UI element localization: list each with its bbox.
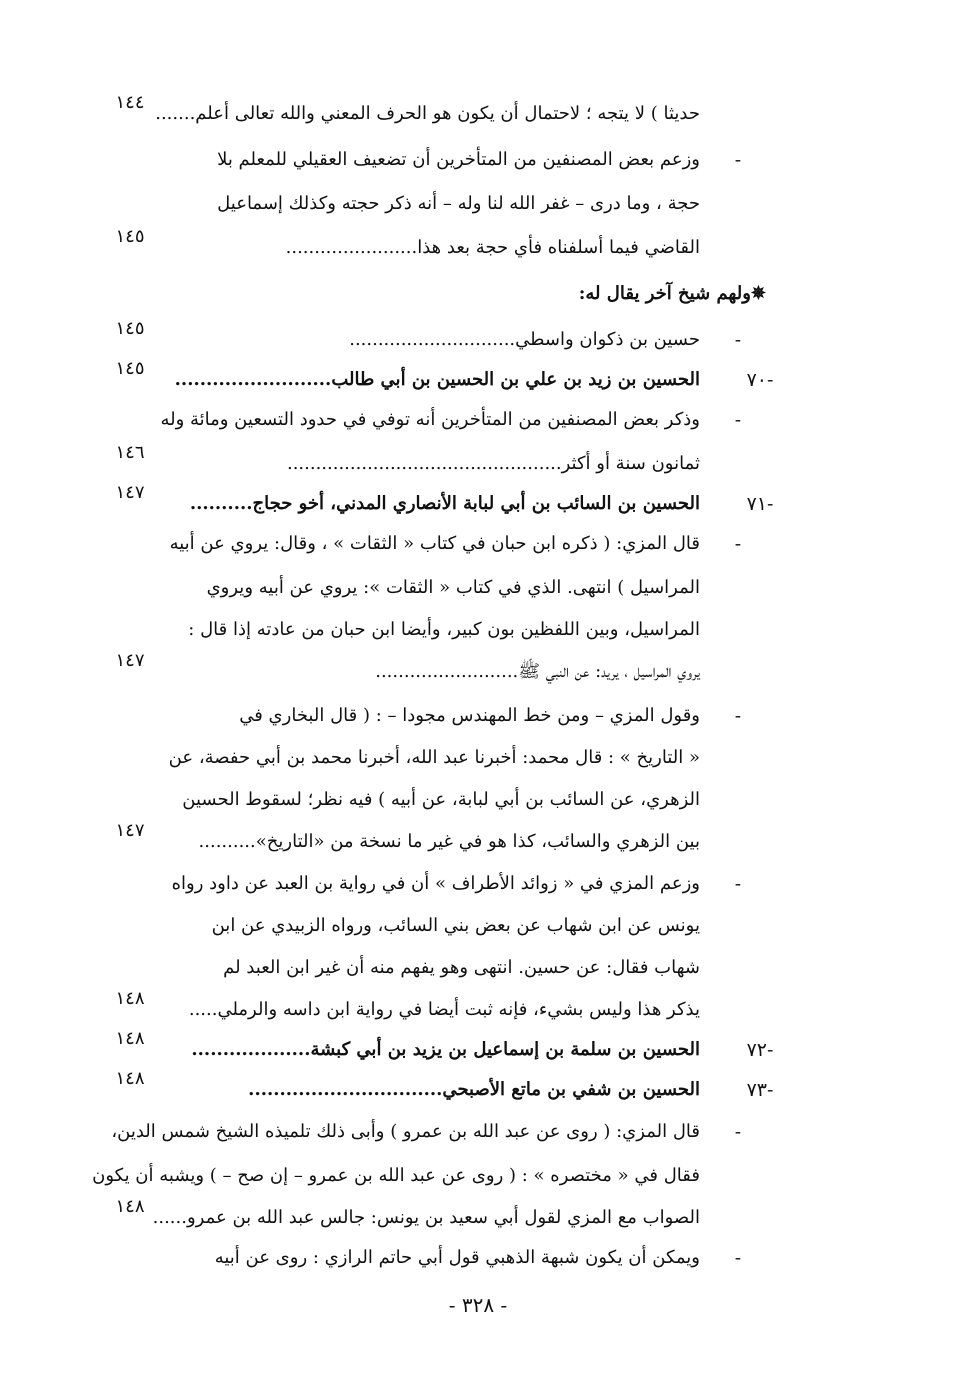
page-reference: ١٤٥ [115, 318, 145, 339]
page-reference: ١٤٧ [115, 650, 145, 671]
text-line [0, 908, 956, 944]
page-number: - ٣٢٨ - [448, 1293, 508, 1317]
text-line [0, 92, 956, 132]
entry-text: « التاريخ » : قال محمد: أخبرنا عبد الله، أخبرنا محمد بن أبي حفصة، عن [168, 747, 700, 768]
entry-text: حجة ، وما درى – غفر الله لنا وله – أنه ذكر حجته وكذلك إسماعيل [217, 193, 700, 214]
section-heading: ✵ولهم شيخ آخر يقال له: [578, 283, 766, 304]
text-line [0, 570, 956, 606]
entry-text: يروي المراسيل ، يريد: عن النبي ﷺ......................... [375, 661, 700, 682]
line-marker: - [734, 873, 742, 895]
entry-text: القاضي فيما أسلفناه فأي حجة بعد هذا....................... [285, 237, 700, 258]
text-line [0, 612, 956, 648]
text-line [0, 1196, 956, 1236]
entry-text: شهاب فقال: عن حسين. انتهى وهو يفهم منه أن غير ابن العبد لم [223, 957, 700, 978]
text-line [0, 950, 956, 986]
line-marker: - [734, 149, 742, 171]
entry-text: وزعم بعض المصنفين من المتأخرين أن تضعيف العقيلي للمعلم بلا [217, 149, 700, 170]
text-line [0, 1028, 956, 1068]
entry-text: حسين بن ذكوان واسطي............................. [349, 329, 700, 350]
entry-text: فقال في « مختصره » : ( روى عن عبد الله بن عمرو – إن صح – ) ويشبه أن يكون [92, 1165, 700, 1186]
entry-text: حديثا ) لا يتجه ؛ لاحتمال أن يكون هو الحرف المعني والله تعالى أعلم....... [155, 103, 700, 124]
text-line [0, 866, 956, 902]
line-marker: ٧١- [746, 493, 774, 515]
entry-text: وزعم المزي في « زوائد الأطراف » أن في رواية بن العبد عن داود رواه [171, 873, 700, 894]
entry-text: قال المزي: ( روى عن عبد الله بن عمرو ) وأبى ذلك تلميذه الشيخ شمس الدين، [111, 1121, 700, 1142]
page-reference: ١٤٥ [115, 358, 145, 379]
entry-text: الزهري، عن السائب بن أبي لبابة، عن أبيه ) فيه نظر؛ لسقوط الحسين [182, 789, 700, 810]
entry-title: الحسين بن سلمة بن إسماعيل بن يزيد بن أبي كبشة................... [191, 1039, 700, 1060]
text-line [0, 740, 956, 776]
entry-text: ويمكن أن يكون شبهة الذهبي قول أبي حاتم الرازي : روى عن أبيه [214, 1247, 700, 1268]
line-marker: ٧٠- [746, 369, 774, 391]
entry-text: يونس عن ابن شهاب عن بعض بني السائب، ورواه الزبيدي عن ابن [211, 915, 700, 936]
text-line [0, 482, 956, 522]
entry-title: الحسين بن زيد بن علي بن الحسين بن أبي طالب......................... [174, 369, 700, 390]
entry-title: الحسين بن السائب بن أبي لبابة الأنصاري المدني، أخو حجاج.......... [189, 493, 700, 514]
text-line [0, 318, 956, 358]
entry-text: المراسيل ) انتهى. الذي في كتاب « الثقات »: يروي عن أبيه ويروي [206, 577, 700, 598]
text-line [0, 1240, 956, 1276]
text-line [0, 1068, 956, 1108]
entry-text: وذكر بعض المصنفين من المتأخرين أنه توفي في حدود التسعين ومائة وله [160, 409, 700, 430]
page-reference: ١٤٨ [115, 1028, 145, 1049]
line-marker: - [734, 533, 742, 555]
line-marker: - [734, 409, 742, 431]
entry-text: الصواب مع المزي لقول أبي سعيد بن يونس: جالس عبد الله بن عمرو...... [152, 1207, 700, 1228]
line-marker: - [734, 329, 742, 351]
entry-title: الحسين بن شفي بن ماتع الأصبحي............................... [248, 1079, 700, 1100]
entry-text: ثمانون سنة أو أكثر................................................ [286, 453, 700, 474]
entry-text: وقول المزي – ومن خط المهندس مجودا – : ( قال البخاري في [239, 705, 700, 726]
entry-text: قال المزي: ( ذكره ابن حبان في كتاب « الثقات » ، وقال: يروي عن أبيه [169, 533, 700, 554]
entry-text: بين الزهري والسائب، كذا هو في غير ما نسخة من «التاريخ».......... [198, 831, 700, 852]
page-reference: ١٤٨ [115, 988, 145, 1009]
page-reference: ١٤٤ [115, 92, 145, 113]
text-line [0, 650, 956, 690]
page-reference: ١٤٥ [115, 226, 145, 247]
text-line [0, 226, 956, 266]
text-line [0, 402, 956, 438]
text-line [0, 142, 956, 178]
entry-text: المراسيل، وبين اللفظين بون كبير، وأيضا ابن حبان من عادته إذا قال : [188, 619, 700, 640]
line-marker: - [734, 1121, 742, 1143]
entry-text: يذكر هذا وليس بشيء، فإنه ثبت أيضا في رواية ابن داسه والرملي..... [188, 999, 700, 1020]
page-reference: ١٤٧ [115, 820, 145, 841]
text-line [0, 1114, 956, 1150]
text-line [0, 526, 956, 562]
page-reference: ١٤٨ [115, 1196, 145, 1217]
text-line [0, 1158, 956, 1194]
text-line [0, 820, 956, 860]
line-marker: - [734, 1247, 742, 1269]
text-line [0, 442, 956, 482]
page-reference: ١٤٧ [115, 482, 145, 503]
text-line [0, 358, 956, 398]
text-line [0, 782, 956, 818]
line-marker: ٧٣- [746, 1079, 774, 1101]
text-line [0, 186, 956, 222]
line-marker: - [734, 705, 742, 727]
line-marker: ٧٢- [746, 1039, 774, 1061]
page-reference: ١٤٦ [115, 442, 145, 463]
text-line [0, 988, 956, 1028]
page-reference: ١٤٨ [115, 1068, 145, 1089]
text-line [0, 698, 956, 734]
